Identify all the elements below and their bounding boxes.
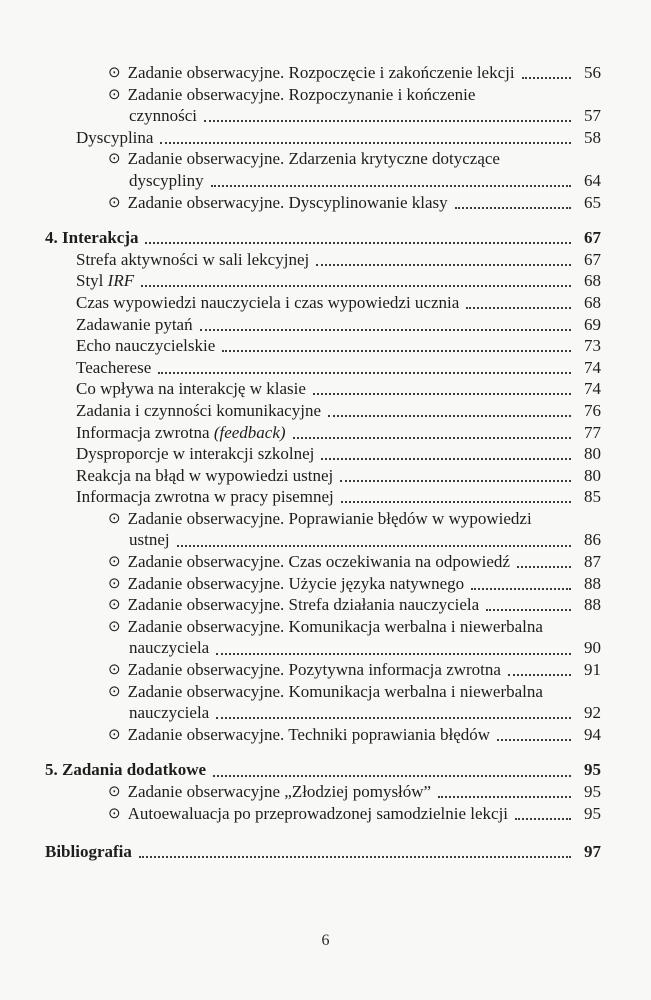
dot-leader (293, 437, 571, 439)
circled-dot-bullet-icon: ⊙ (108, 683, 121, 700)
toc-row (45, 62, 601, 84)
dot-leader (321, 458, 571, 460)
toc-row (45, 486, 601, 508)
toc-row (45, 270, 601, 292)
toc-page-number: 56 (584, 63, 601, 82)
toc-entry-label: Zadanie obserwacyjne. Poprawianie błędów w wypowiedzi (127, 508, 532, 528)
toc-entry-label: Teacherese (76, 357, 152, 377)
dot-leader (316, 264, 571, 266)
toc-page-number: 74 (584, 357, 601, 377)
circled-dot-bullet-icon: ⊙ (108, 194, 121, 211)
toc-entry-label: Zadanie obserwacyjne „Złodziej pomysłów” (127, 782, 432, 801)
toc-entry-label: Styl IRF (76, 271, 135, 291)
toc-row (45, 781, 601, 803)
toc-row (45, 551, 601, 573)
toc-page-number: 68 (584, 271, 601, 291)
circled-dot-bullet-icon: ⊙ (108, 575, 121, 592)
toc-entry-label: 4. Interakcja (45, 228, 139, 248)
toc-row (45, 616, 601, 638)
toc-entry-label: nauczyciela (129, 703, 210, 723)
toc-entry-label: Strefa aktywności w sali lekcyjnej (76, 249, 310, 269)
dot-leader (177, 545, 571, 547)
toc-entry-label: Zadania i czynności komunikacyjne (76, 400, 321, 420)
toc-row (45, 465, 601, 487)
toc-page-number: 88 (584, 595, 601, 615)
toc-entry-label: Zadanie obserwacyjne. Użycie języka natywnego (127, 573, 465, 593)
toc-row (45, 508, 601, 530)
dot-leader (508, 674, 571, 676)
toc-page-number: 69 (584, 314, 601, 334)
toc-row (45, 422, 601, 444)
toc-entry-label: Reakcja na błąd w wypowiedzi ustnej (76, 465, 334, 485)
circled-dot-bullet-icon: ⊙ (108, 805, 121, 822)
dot-leader (204, 120, 571, 122)
dot-leader (139, 856, 571, 858)
toc-page-number: 95 (584, 803, 601, 823)
footer-page-number: 6 (321, 932, 330, 949)
toc-row (45, 702, 601, 724)
toc-row (45, 357, 601, 379)
toc (45, 62, 601, 863)
toc-page-number: 92 (584, 703, 601, 723)
dot-leader (455, 207, 571, 209)
toc-row (45, 443, 601, 465)
dot-leader (471, 588, 571, 590)
toc-entry-label: dyscypliny (129, 170, 204, 190)
dot-leader (497, 739, 571, 741)
toc-entry-label: czynności (129, 106, 197, 126)
dot-leader (200, 329, 571, 331)
toc-page-number: 64 (584, 170, 601, 190)
toc-page-number: 85 (584, 487, 601, 507)
toc-row (45, 249, 601, 271)
toc-entry-label: Autoewaluacja po przeprowadzonej samodzielnie lekcji (127, 803, 509, 823)
toc-row (45, 681, 601, 703)
toc-page-number: 90 (584, 638, 601, 658)
toc-entry-label: Zadanie obserwacyjne. Techniki poprawiania błędów (127, 724, 491, 744)
toc-row (45, 170, 601, 192)
toc-entry-label: 5. Zadania dodatkowe (45, 760, 207, 780)
toc-entry-label: Zadanie obserwacyjne. Strefa działania nauczyciela (127, 595, 480, 615)
dot-leader (160, 142, 571, 144)
circled-dot-bullet-icon: ⊙ (108, 662, 121, 679)
toc-page-number: 88 (584, 573, 601, 593)
toc-row (45, 759, 601, 781)
toc-entry-label: Zadanie obserwacyjne. Pozytywna informacja zwrotna (127, 660, 501, 680)
toc-page-number: 80 (584, 465, 601, 485)
toc-page-number: 58 (584, 127, 601, 147)
toc-page-number: 57 (584, 106, 601, 126)
toc-page-number: 74 (584, 379, 601, 399)
toc-page-number: 87 (584, 552, 601, 572)
toc-page-number: 68 (584, 292, 601, 312)
circled-dot-bullet-icon: ⊙ (108, 784, 121, 800)
dot-leader (328, 415, 571, 417)
dot-leader (313, 393, 571, 395)
toc-entry-label: Zadanie obserwacyjne. Rozpoczynanie i kończenie (127, 84, 476, 104)
dot-leader (340, 480, 571, 482)
toc-page-number: 76 (584, 400, 601, 420)
dot-leader (341, 501, 571, 503)
toc-entry-label: Bibliografia (45, 842, 132, 862)
toc-row (45, 335, 601, 357)
toc-entry-label: Zadanie obserwacyjne. Zdarzenia krytyczne dotyczące (127, 149, 500, 169)
circled-dot-bullet-icon: ⊙ (108, 65, 121, 81)
dot-leader (438, 796, 571, 798)
dot-leader (141, 285, 571, 287)
toc-row (45, 314, 601, 336)
circled-dot-bullet-icon: ⊙ (108, 597, 121, 614)
circled-dot-bullet-icon: ⊙ (108, 151, 121, 168)
toc-row (45, 573, 601, 595)
toc-page-number: 94 (584, 724, 601, 744)
toc-entry-label: Zadanie obserwacyjne. Rozpoczęcie i zakończenie lekcji (127, 63, 515, 82)
toc-row (45, 292, 601, 314)
toc-row (45, 192, 601, 214)
toc-page-number: 86 (584, 530, 601, 550)
toc-row (45, 803, 601, 825)
toc-page-number: 77 (584, 422, 601, 442)
toc-row (45, 637, 601, 659)
toc-page-number: 95 (584, 782, 601, 801)
toc-row (45, 724, 601, 746)
dot-leader (515, 818, 571, 820)
circled-dot-bullet-icon: ⊙ (108, 554, 121, 571)
dot-leader (145, 242, 571, 244)
toc-row (45, 127, 601, 149)
dot-leader (213, 775, 571, 777)
dot-leader (158, 372, 571, 374)
toc-row (45, 227, 601, 249)
toc-row (45, 105, 601, 127)
circled-dot-bullet-icon: ⊙ (108, 86, 121, 103)
toc-entry-label: Czas wypowiedzi nauczyciela i czas wypowiedzi ucznia (76, 292, 460, 312)
toc-page-number: 67 (584, 249, 601, 269)
dot-leader (216, 653, 571, 655)
toc-page-number: 80 (584, 444, 601, 464)
toc-row (45, 529, 601, 551)
toc-row (45, 378, 601, 400)
dot-leader (486, 609, 571, 611)
toc-page-number: 95 (584, 760, 601, 780)
toc-entry-label: ustnej (129, 530, 170, 550)
toc-entry-label: nauczyciela (129, 638, 210, 658)
toc-row (45, 659, 601, 681)
circled-dot-bullet-icon: ⊙ (108, 510, 121, 527)
toc-page-number: 65 (584, 192, 601, 212)
toc-entry-label: Zadanie obserwacyjne. Dyscyplinowanie klasy (127, 192, 448, 212)
toc-entry-label: Dysproporcje w interakcji szkolnej (76, 444, 315, 464)
toc-entry-label: Dyscyplina (76, 127, 154, 147)
toc-entry-label: Informacja zwrotna (feedback) (76, 422, 286, 442)
toc-row (45, 84, 601, 106)
toc-page-number: 73 (584, 336, 601, 356)
dot-leader (211, 185, 571, 187)
dot-leader (466, 307, 571, 309)
toc-page-number: 91 (584, 660, 601, 680)
toc-entry-label: Zadanie obserwacyjne. Komunikacja werbalna i niewerbalna (127, 681, 543, 701)
toc-row (45, 594, 601, 616)
toc-row (45, 148, 601, 170)
toc-entry-label: Co wpływa na interakcję w klasie (76, 379, 306, 399)
toc-page-number: 97 (584, 842, 601, 862)
toc-page-number: 67 (584, 228, 601, 248)
dot-leader (517, 566, 571, 568)
toc-entry-label: Zadanie obserwacyjne. Komunikacja werbalna i niewerbalna (127, 616, 543, 636)
toc-entry-label: Zadanie obserwacyjne. Czas oczekiwania na odpowiedź (127, 552, 510, 572)
circled-dot-bullet-icon: ⊙ (108, 618, 121, 635)
dot-leader (222, 350, 571, 352)
toc-row (45, 841, 601, 863)
toc-entry-label: Informacja zwrotna w pracy pisemnej (76, 487, 334, 507)
dot-leader (216, 717, 571, 719)
toc-entry-label: Zadawanie pytań (76, 314, 193, 334)
toc-row (45, 400, 601, 422)
toc-entry-label: Echo nauczycielskie (76, 336, 216, 356)
circled-dot-bullet-icon: ⊙ (108, 726, 121, 743)
dot-leader (522, 77, 571, 79)
